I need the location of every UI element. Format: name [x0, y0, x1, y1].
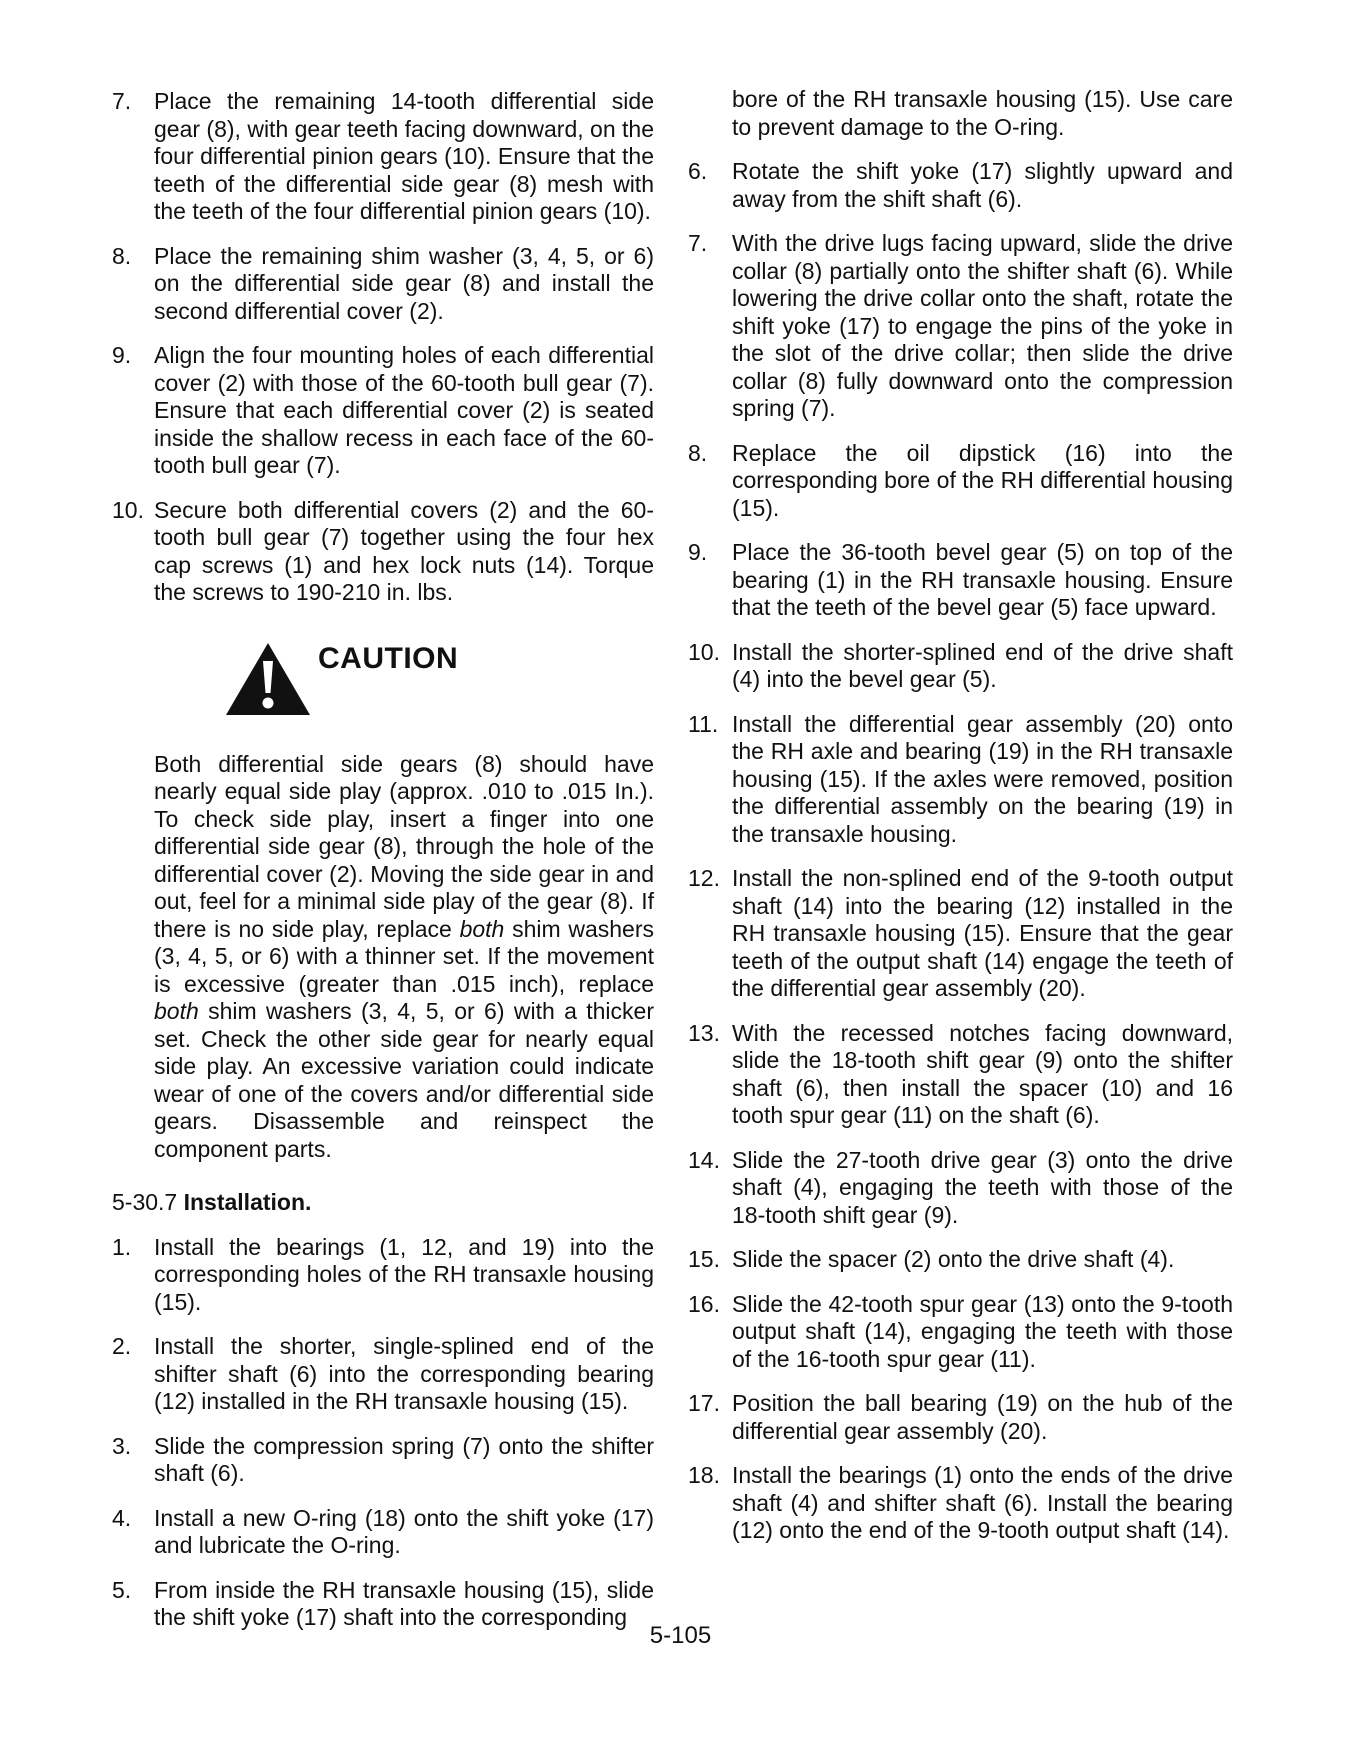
step-number: 7. [688, 230, 708, 256]
step-number: 18. [688, 1462, 720, 1488]
caution-label: CAUTION [318, 642, 459, 675]
step-text: Install the differential gear assembly (20) onto the RH axle and bearing (19) in the RH transaxle housing (15). If the axles were removed, position the differential assembly on the bearing (19) in the transaxle housing. [732, 710, 1233, 847]
step-number: 10. [688, 638, 720, 665]
step-number: 7. [112, 88, 132, 114]
install-step-12 [688, 865, 1233, 1003]
step-text: Install a new O-ring (18) onto the shift yoke (17) and lubricate the O-ring. [154, 1504, 654, 1558]
step-text: Place the 36-tooth bevel gear (5) on top of the bearing (1) in the RH transaxle housing. Ensure that the teeth of the bevel gear (5) face upward. [732, 539, 1233, 620]
page-number: 5-105 [649, 1622, 712, 1649]
install-step-18 [688, 1462, 1233, 1545]
caution-text [112, 751, 654, 1164]
step-9-left [112, 342, 654, 480]
install-step-2 [112, 1333, 654, 1416]
step-number: 16. [688, 1290, 720, 1317]
step-text: Replace the oil dipstick (16) into the corresponding bore of the RH differential housing (15). [732, 439, 1233, 521]
step-text: Slide the 27-tooth drive gear (3) onto the drive shaft (4), engaging the teeth with those of the 18-tooth shift gear (9). [732, 1146, 1233, 1228]
step-text: Secure both differential covers (2) and the 60-tooth bull gear (7) together using the four hex cap screws (1) and hex lock nuts (14). Torque the screws to 190-210 in. lbs. [154, 496, 654, 605]
step-number: 6. [688, 158, 708, 184]
step-text: Install the shorter, single-splined end of the shifter shaft (6) into the corresponding bearing (12) installed in the RH transaxle housing (15). [154, 1333, 654, 1414]
step-text: Slide the 42-tooth spur gear (13) onto the 9-tooth output shaft (14), engaging the teeth with those of the 16-tooth spur gear (11). [732, 1290, 1233, 1372]
step-text: Rotate the shift yoke (17) slightly upward and away from the shift shaft (6). [732, 158, 1233, 212]
step-7-left [112, 88, 654, 226]
step-text: Align the four mounting holes of each differential cover (2) with those of the 60-tooth bull gear (7). Ensure that each differential cover (2) is seated inside the shallow recess in each face of the 60-tooth bull gear (7). [154, 342, 654, 478]
install-step-15 [688, 1246, 1233, 1274]
step-text: With the recessed notches facing downward, slide the 18-tooth shift gear (9) onto the shifter shaft (6), then install the spacer (10) and 16 tooth spur gear (11) on the shaft (6). [732, 1019, 1233, 1128]
step-number: 1. [112, 1233, 132, 1260]
step-text: Slide the spacer (2) onto the drive shaft (4). [732, 1246, 1175, 1272]
install-step-13 [688, 1020, 1233, 1130]
step-5-continuation: bore of the RH transaxle housing (15). Use care to prevent damage to the O-ring. [732, 86, 1233, 140]
step-text: Install the bearings (1) onto the ends of the drive shaft (4) and shifter shaft (6). Install the bearing (12) onto the end of the 9-tooth output shaft (14). [732, 1462, 1233, 1543]
step-number: 8. [112, 242, 132, 269]
caution-heading [224, 635, 654, 717]
step-text: Install the bearings (1, 12, and 19) into the corresponding holes of the RH transaxle housing (15). [154, 1233, 654, 1315]
section-heading [112, 1189, 654, 1217]
step-number: 9. [688, 539, 708, 565]
install-step-9 [688, 539, 1233, 622]
step-text: Place the remaining 14-tooth differential side gear (8), with gear teeth facing downward, on the four differential pinion gears (10). Ensure that the teeth of the differential side gear (8) mesh with the teeth of the four differential pinion gears (10). [154, 88, 654, 224]
step-number: 12. [688, 865, 720, 891]
install-step-14 [688, 1147, 1233, 1230]
install-step-1 [112, 1234, 654, 1317]
step-number: 14. [688, 1146, 720, 1173]
section-title: Installation. [183, 1189, 312, 1215]
warning-triangle-icon [224, 641, 312, 717]
step-number: 3. [112, 1432, 132, 1459]
install-step-6 [688, 158, 1233, 213]
install-step-3 [112, 1433, 654, 1488]
caution-emphasis: both [154, 998, 199, 1024]
install-step-10 [688, 639, 1233, 694]
step-text: Position the ball bearing (19) on the hub of the differential gear assembly (20). [732, 1390, 1233, 1444]
left-column [112, 88, 654, 1649]
install-step-11 [688, 711, 1233, 849]
install-step-17 [688, 1390, 1233, 1445]
install-step-16 [688, 1291, 1233, 1374]
caution-emphasis: both [459, 915, 505, 942]
caution-text-part: Both differential side gears (8) should have nearly equal side play (approx. .010 to .015 In.). To check side play, insert a finger into one differential side gear (8), through the hole of the differential cover (2). Moving the side gear in and out, feel for a minimal side play of the gear (8). If there is no side play, replace [154, 750, 654, 942]
caution-text-part: shim washers (3, 4, 5, or 6) with a thicker set. Check the other side gear for nearly equal side play. An excessive variation could indicate wear of one of the covers and/or differential side gears. Disassemble and reinspect the component parts. [154, 998, 654, 1162]
step-number: 11. [688, 710, 719, 737]
step-text: Install the shorter-splined end of the drive shaft (4) into the bevel gear (5). [732, 638, 1233, 692]
install-step-8 [688, 440, 1233, 523]
step-text: With the drive lugs facing upward, slide the drive collar (8) partially onto the shifter shaft (6). While lowering the drive collar onto the shaft, rotate the shift yoke (17) to engage the pins of the yoke in the slot of the drive collar; then slide the drive collar (8) fully downward onto the compression spring (7). [732, 230, 1233, 421]
step-number: 9. [112, 342, 132, 368]
step-text: Slide the compression spring (7) onto the shifter shaft (6). [154, 1432, 654, 1486]
section-number: 5-30.7 [112, 1189, 178, 1215]
step-number: 2. [112, 1333, 132, 1359]
step-number: 5. [112, 1576, 132, 1603]
step-number: 17. [688, 1390, 720, 1416]
step-text: Install the non-splined end of the 9-tooth output shaft (14) into the bearing (12) installed in the RH transaxle housing (15). Ensure that the gear teeth of the output shaft (14) engage the teeth of the differential gear assembly (20). [732, 865, 1233, 1001]
step-number: 4. [112, 1504, 132, 1531]
right-column [688, 86, 1233, 1562]
step-number: 15. [688, 1246, 720, 1272]
install-step-7 [688, 230, 1233, 423]
step-number: 10. [112, 496, 144, 523]
step-8-left [112, 243, 654, 326]
step-number: 13. [688, 1019, 720, 1046]
step-text: Place the remaining shim washer (3, 4, 5, or 6) on the differential side gear (8) and install the second differential cover (2). [154, 242, 654, 324]
caution-text-part: shim washers (3, 4, 5, or 6) with a thinner set. If the movement is excessive (greater than .015 inch), replace [154, 915, 655, 997]
step-10-left [112, 497, 654, 607]
step-number: 8. [688, 439, 708, 466]
step-text: From inside the RH transaxle housing (15), slide the shift yoke (17) shaft into the corresponding [154, 1576, 654, 1630]
install-step-4 [112, 1505, 654, 1560]
